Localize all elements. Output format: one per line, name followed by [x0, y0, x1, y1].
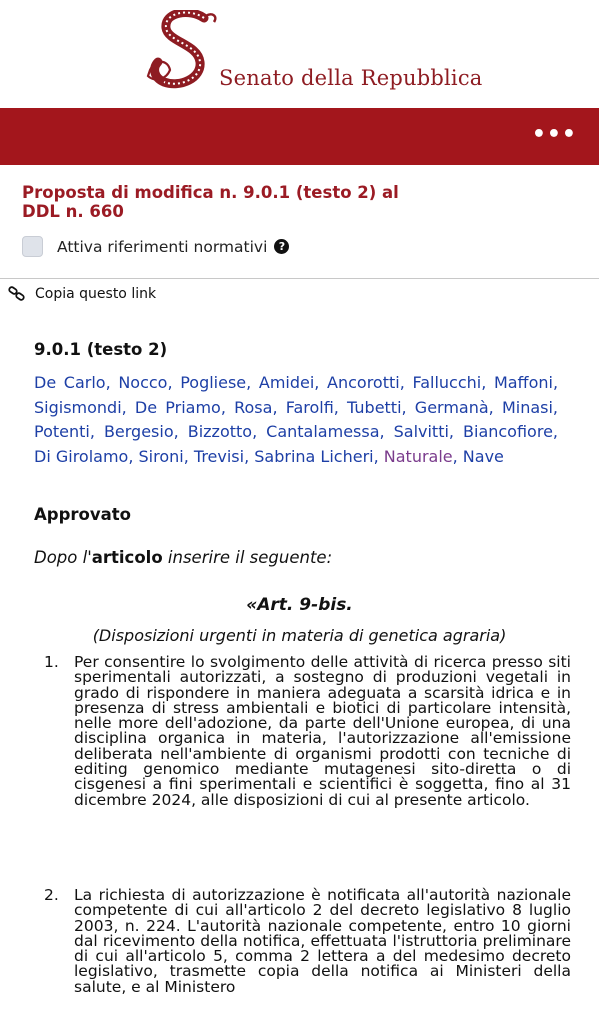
paragraph-1	[44, 655, 571, 808]
copy-link-label: Copia questo link	[35, 286, 157, 302]
author-link[interactable]: Salvitti	[393, 422, 449, 441]
author-link[interactable]: Sigismondi	[34, 397, 122, 417]
author-link[interactable]: De Carlo	[34, 373, 106, 392]
author-link[interactable]: Germanà	[414, 397, 489, 417]
author-link[interactable]: Sironi	[138, 446, 184, 466]
author-link[interactable]: Rosa	[234, 397, 273, 417]
author-link[interactable]: Potenti	[34, 422, 90, 441]
author-link[interactable]: Amidei	[258, 373, 315, 392]
author-link[interactable]: De Priamo	[134, 397, 221, 417]
intro-pre: Dopo l'	[34, 548, 92, 567]
menu-icon[interactable]: •••	[531, 122, 577, 147]
author-link[interactable]: Biancofiore	[463, 422, 553, 441]
author-link[interactable]: Ancorotti	[327, 373, 400, 392]
paragraph-text: Per consentire lo svolgimento delle attività di ricerca presso siti sperimentali autorizzati, a sostegno di produzioni vegetali in grado di rispondere in maniera adeguata a scarsità idrica e in presenza di stress ambientali e biotici di particolare intensità, nelle more dell'adozione, da parte dell'Unione europea, di una disciplina organica in materia, l'autorizzazione all'emissione deliberata nell'ambiente di organismi prodotti con tecniche di editing genomico mediante mutagenesi sito-diretta o di cisgenesi a fini sperimentali e scientifici è soggetta, fino al 31 dicembre 2024, alle disposizioni di cui al presente articolo.	[74, 653, 571, 809]
paragraph-2	[44, 888, 571, 995]
author-link[interactable]: Farolfi	[285, 397, 334, 417]
page-title: Proposta di modifica n. 9.0.1 (testo 2) al DDL n. 660	[22, 183, 399, 221]
help-icon[interactable]: ?	[274, 239, 289, 254]
author-link[interactable]: Naturale	[383, 446, 453, 466]
amendment-number: 9.0.1 (testo 2)	[34, 340, 168, 359]
article-subtitle: (Disposizioni urgenti in materia di genetica agraria)	[92, 626, 507, 645]
checkbox-label: Attiva riferimenti normativi	[57, 237, 268, 256]
copy-link-button[interactable]	[8, 286, 156, 302]
divider	[0, 278, 599, 279]
author-link[interactable]: Nocco	[118, 373, 168, 392]
intro-post: inserire il seguente:	[162, 548, 333, 567]
article-heading: «Art. 9-bis.	[246, 595, 353, 615]
status-label: Approvato	[34, 505, 131, 524]
author-link[interactable]: Bergesio	[103, 422, 174, 441]
author-link[interactable]: Bizzotto	[187, 422, 253, 441]
senato-logo-icon[interactable]	[146, 10, 222, 92]
author-link[interactable]: Fallucchi	[412, 373, 482, 392]
authors-list: De Carlo, Nocco, Pogliese, Amidei, Ancorotti, Fallucchi, Maffoni, Sigismondi, De Priamo, Rosa, Farolfi, Tubetti, Germanà, Minasi, Potenti, Bergesio, Bizzotto, Cantalamessa, Salvitti, Biancofiore, Di Girolamo, Sironi, Trevisi, Sabrina Licheri, Naturale, Nave	[34, 373, 559, 466]
author-link[interactable]: Trevisi	[193, 446, 245, 466]
paragraph-number: 2.	[44, 886, 59, 904]
riferimenti-checkbox[interactable]	[22, 236, 43, 257]
paragraph-number: 1.	[44, 653, 59, 671]
author-link[interactable]: Pogliese	[180, 373, 247, 392]
site-header	[0, 0, 599, 108]
intro-bold: articolo	[91, 548, 163, 567]
author-link[interactable]: Cantalamessa	[266, 422, 380, 441]
author-link[interactable]: Tubetti	[347, 397, 402, 417]
paragraph-text: La richiesta di autorizzazione è notificata all'autorità nazionale competente di cui all'articolo 2 del decreto legislativo 8 luglio 2003, n. 224. L'autorità nazionale competente, entro 10 giorni dal ricevimento della notifica, effettuata l'istruttoria preliminare di cui all'articolo 5, comma 2 lettera a del medesimo decreto legislativo, trasmette copia della notifica ai Ministeri della salute, e al Ministero	[74, 886, 571, 996]
riferimenti-toggle-row	[22, 236, 289, 257]
site-name: Senato della Repubblica	[219, 66, 483, 90]
author-link[interactable]: Maffoni	[493, 373, 553, 392]
amendment-intro	[34, 548, 332, 567]
author-link[interactable]: Nave	[462, 446, 504, 466]
author-link[interactable]: Di Girolamo	[34, 446, 129, 466]
top-bar	[0, 108, 599, 165]
link-icon	[8, 286, 26, 302]
author-link[interactable]: Minasi	[501, 397, 553, 417]
author-link[interactable]: Sabrina Licheri	[254, 446, 374, 466]
